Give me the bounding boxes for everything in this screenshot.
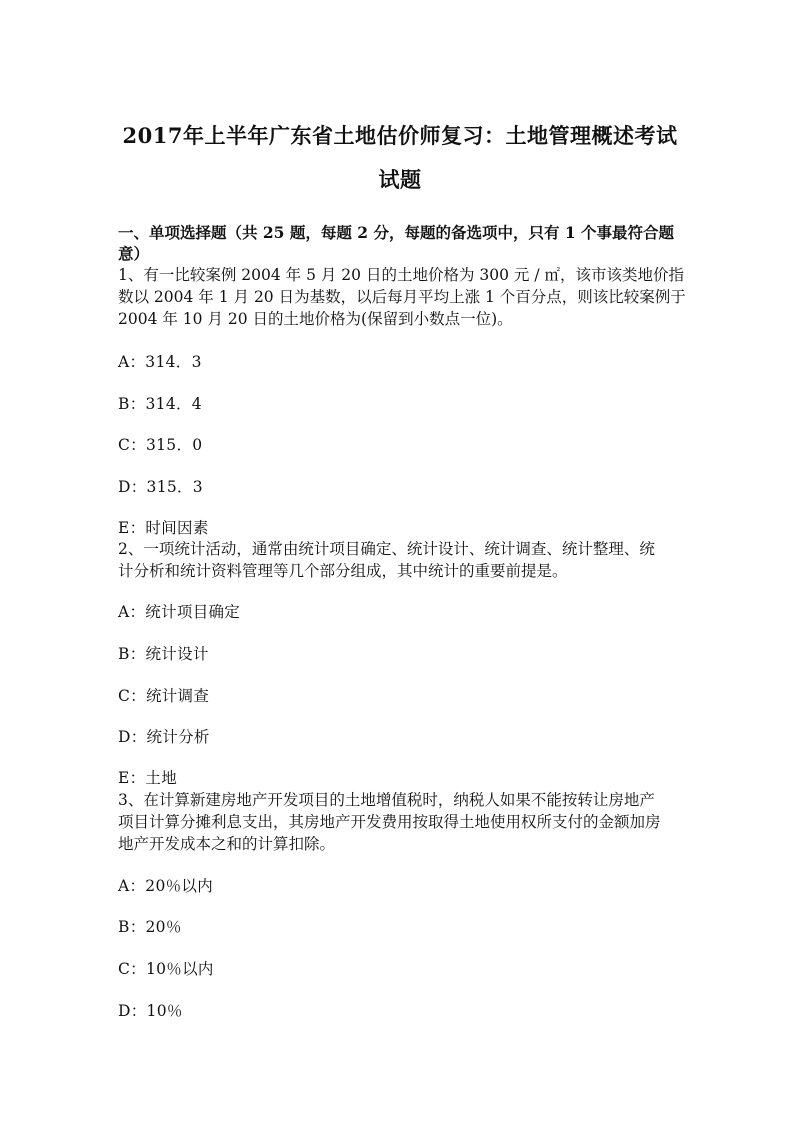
question-3-option-a: A：20％以内: [118, 877, 214, 895]
question-3-line-3: 地产开发成本之和的计算扣除。: [118, 835, 336, 853]
document-title-line-2: 试题: [378, 167, 422, 192]
question-3-option-b: B：20％: [118, 918, 182, 936]
question-2-option-c: C：统计调查: [118, 687, 210, 705]
question-1-line-1: 1、有一比较案例 2004 年 5 月 20 日的土地价格为 300 元 / ㎡，该市该类地价指: [118, 266, 684, 284]
question-1-option-b: B：314．4: [118, 395, 202, 413]
question-3-line-1: 3、在计算新建房地产开发项目的土地增值税时，纳税人如果不能按转让房地产: [118, 791, 655, 809]
question-2-option-b: B：统计设计: [118, 645, 209, 663]
question-1-line-2: 数以 2004 年 1 月 20 日为基数，以后每月平均上涨 1 个百分点，则该比较案例于: [118, 288, 686, 306]
question-1-option-a: A：314．3: [118, 353, 202, 371]
question-2-option-a: A：统计项目确定: [118, 603, 241, 621]
question-1-line-3: 2004 年 10 月 20 日的土地价格为(保留到小数点一位)。: [118, 310, 513, 328]
question-2-option-d: D：统计分析: [118, 728, 210, 746]
document-title-line-1: 2017年上半年广东省土地估价师复习：土地管理概述考试: [122, 123, 678, 148]
section-heading-line-1: 一、单项选择题（共 25 题，每题 2 分，每题的备选项中，只有 1 个事最符合题: [118, 223, 675, 242]
question-3-option-d: D：10％: [118, 1002, 183, 1020]
question-3-option-c: C：10％以内: [118, 960, 214, 978]
question-2-line-2: 计分析和统计资料管理等几个部分组成，其中统计的重要前提是。: [118, 562, 568, 580]
question-2-line-1: 2、一项统计活动，通常由统计项目确定、统计设计、统计调查、统计整理、统: [118, 540, 655, 558]
section-heading-line-2: 意）: [118, 244, 150, 263]
question-1-option-c: C：315．0: [118, 436, 203, 454]
question-2-option-e: E：土地: [118, 769, 178, 787]
question-1-option-e: E：时间因素: [118, 519, 209, 537]
question-1-option-d: D：315．3: [118, 478, 203, 496]
question-3-line-2: 项目计算分摊利息支出，其房地产开发费用按取得土地使用权所支付的金额加房: [118, 813, 661, 831]
